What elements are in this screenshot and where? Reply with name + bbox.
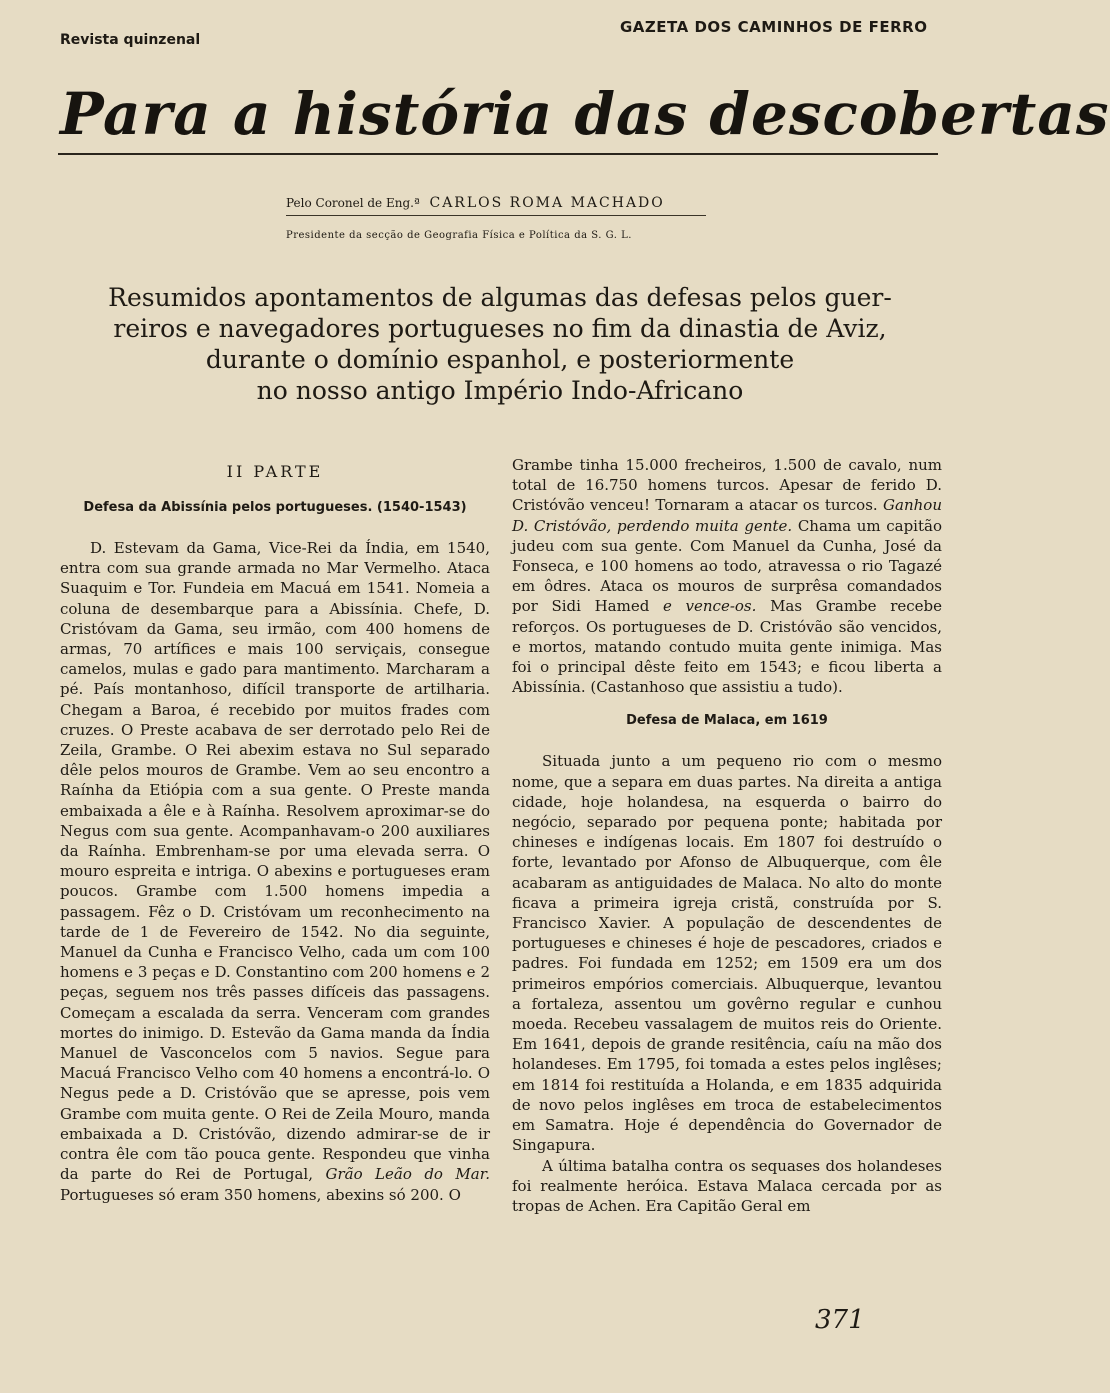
article-subtitle (60, 282, 940, 406)
subtitle-line: no nosso antigo Império Indo-Africano (256, 376, 744, 405)
subtitle-line: reiros e navegadores portugueses no fim da dinastia de Aviz, (113, 314, 887, 343)
section-heading-abyssinia: Defesa da Abissínia pelos portugueses. (1540-1543) (83, 500, 467, 515)
paragraph-text: D. Estevam da Gama, Vice-Rei da Índia, em 1540, entra com sua grande armada no Mar Vermelho. Ataca Suaquim e Tor. Fundeia em Macuá em 1541. Nomeia a coluna de desembarque para a Abissínia. Chefe, D. Cristóvam da Gama, seu irmão, com 400 homens de armas, 70 artífices e mais 100 serviçais, consegue camelos, mulas e gado para mantimento. Marcharam a pé. País montanhoso, difícil transporte de artilharia. Chegam a Baroa, é recebido por muitos frades com cruzes. O Preste acabava de ser derrotado pelo Rei de Zeila, Grambe. O Rei abexim estava no Sul separado dêle pelos mouros de Grambe. Vem ao seu encontro a Raínha da Etiópia com a sua gente. O Preste manda embaixada a êle e à Raínha. Resolvem aproximar-se do Negus com sua gente. Acompanhavam-o 200 auxiliares da Raínha. Embrenham-se por uma elevada serra. O mouro espreita e intriga. O abexins e portugueses eram poucos. Grambe com 1.500 homens impedia a passagem. Fêz o D. Cristóvam um reconhecimento na tarde de 1 de Fevereiro de 1542. No dia seguinte, Manuel da Cunha e Francisco Velho, cada um com 100 homens e 3 peças e D. Constantino com 200 homens e 2 peças, seguem nos três passes difíceis das passagens. Começam a escalada da serra. Venceram com grandes mortes do inimigo. D. Estevão da Gama manda da Índia Manuel de Vasconcelos com 5 navios. Segue para Macuá Francisco Velho com 40 homens a encontrá-lo. O Negus pede a D. Cristóvão que se apresse, pois vem Grambe com muita gente. O Rei de Zeila Mouro, manda embaixada a D. Cristóvão, dizendo admirar-se de ir contra êle com tão pouca gente. Respondeu que vinha da parte do Rei de Portugal, (60, 539, 490, 1184)
paragraph: Situada junto a um pequeno rio com o mesmo nome, que a separa em duas partes. Na direita a antiga cidade, hoje holandesa, na esquerda o bairro do negócio, separado por pequena ponte; habitada por chineses e indígenas locais. Em 1807 foi destruído o forte, levantado por Afonso de Albuquerque, com êle acabaram as antiguidades de Malaca. No alto do monte ficava a primeira igreja cristã, construída por S. Francisco Xavier. A população de descendentes de portugueses e chineses é hoje de pescadores, criados e padres. Foi fundada em 1252; em 1509 era um dos primeiros empórios comerciais. Albuquerque, levantou a fortaleza, assentou um govêrno regular e cunhou moeda. Recebeu vassalagem de muitos reis do Oriente. Em 1641, depois de grande resitência, caíu na mão dos holandeses. Em 1795, foi tomada a estes pelos inglêses; em 1814 foi restituída a Holanda, e em 1835 adquirida de novo pelos inglêses em troca de estabelecimentos em Samatra. Hoje é dependência do Governador de Singapura. (512, 752, 942, 1155)
author-role: Presidente da secção de Geografia Física e Política da S. G. L. (286, 230, 632, 241)
article-title: Para a história das descobertas (60, 80, 1110, 148)
byline (286, 195, 665, 211)
page-number: 371 (815, 1305, 865, 1335)
paragraph-text: Grambe tinha 15.000 frecheiros, 1.500 de cavalo, num total de 16.750 homens turcos. Apesar de ferido D. Cristóvão venceu! Tornaram a atacar os turcos. (512, 456, 942, 515)
paragraph: A última batalha contra os sequases dos holandeses foi realmente heróica. Estava Malaca cercada por as tropas de Achen. Era Capitão Geral em (512, 1156, 942, 1215)
right-column (512, 455, 942, 1216)
paragraph (512, 455, 942, 697)
left-column (60, 462, 490, 1205)
paragraph-text: Portugueses só eram 350 homens, abexins só 200. O (60, 1185, 461, 1204)
paragraph (60, 538, 490, 1205)
part-label: II PARTE (226, 462, 324, 481)
header-left: Revista quinzenal (60, 32, 201, 48)
subtitle-line: Resumidos apontamentos de algumas das defesas pelos guer- (108, 283, 892, 312)
byline-rule (286, 215, 706, 216)
header-right: GAZETA DOS CAMINHOS DE FERRO (620, 18, 928, 36)
paragraph-italic: Grão Leão do Mar. (325, 1165, 490, 1184)
section-heading-malacca: Defesa de Malaca, em 1619 (626, 713, 828, 729)
paragraph-italic: e vence-os. (663, 597, 757, 616)
byline-prefix: Pelo Coronel de Eng.ª (286, 196, 420, 210)
author-name: CARLOS ROMA MACHADO (429, 195, 665, 211)
subtitle-line: durante o domínio espanhol, e posteriormente (205, 345, 795, 374)
title-underline (58, 153, 938, 155)
paragraph-text: Chama um capitão judeu com sua gente. Com Manuel da Cunha, José da Fonseca, e 100 homens ao todo, atravessa o rio Tagazé em ôdres. Ataca os mouros de surprêsa comandados por Sidi Hamed (512, 516, 942, 616)
paragraph-text: Mas Grambe recebe reforços. Os portugueses de D. Cristóvão são vencidos, e mortos, matando contudo muita gente inimiga. Mas foi o principal dêste feito em 1543; e ficou liberta a Abissínia. (Castanhoso que assistiu a tudo). (512, 597, 943, 697)
paragraph-italic: Ganhou D. Cristóvão, perdendo muita gente. (512, 496, 942, 535)
